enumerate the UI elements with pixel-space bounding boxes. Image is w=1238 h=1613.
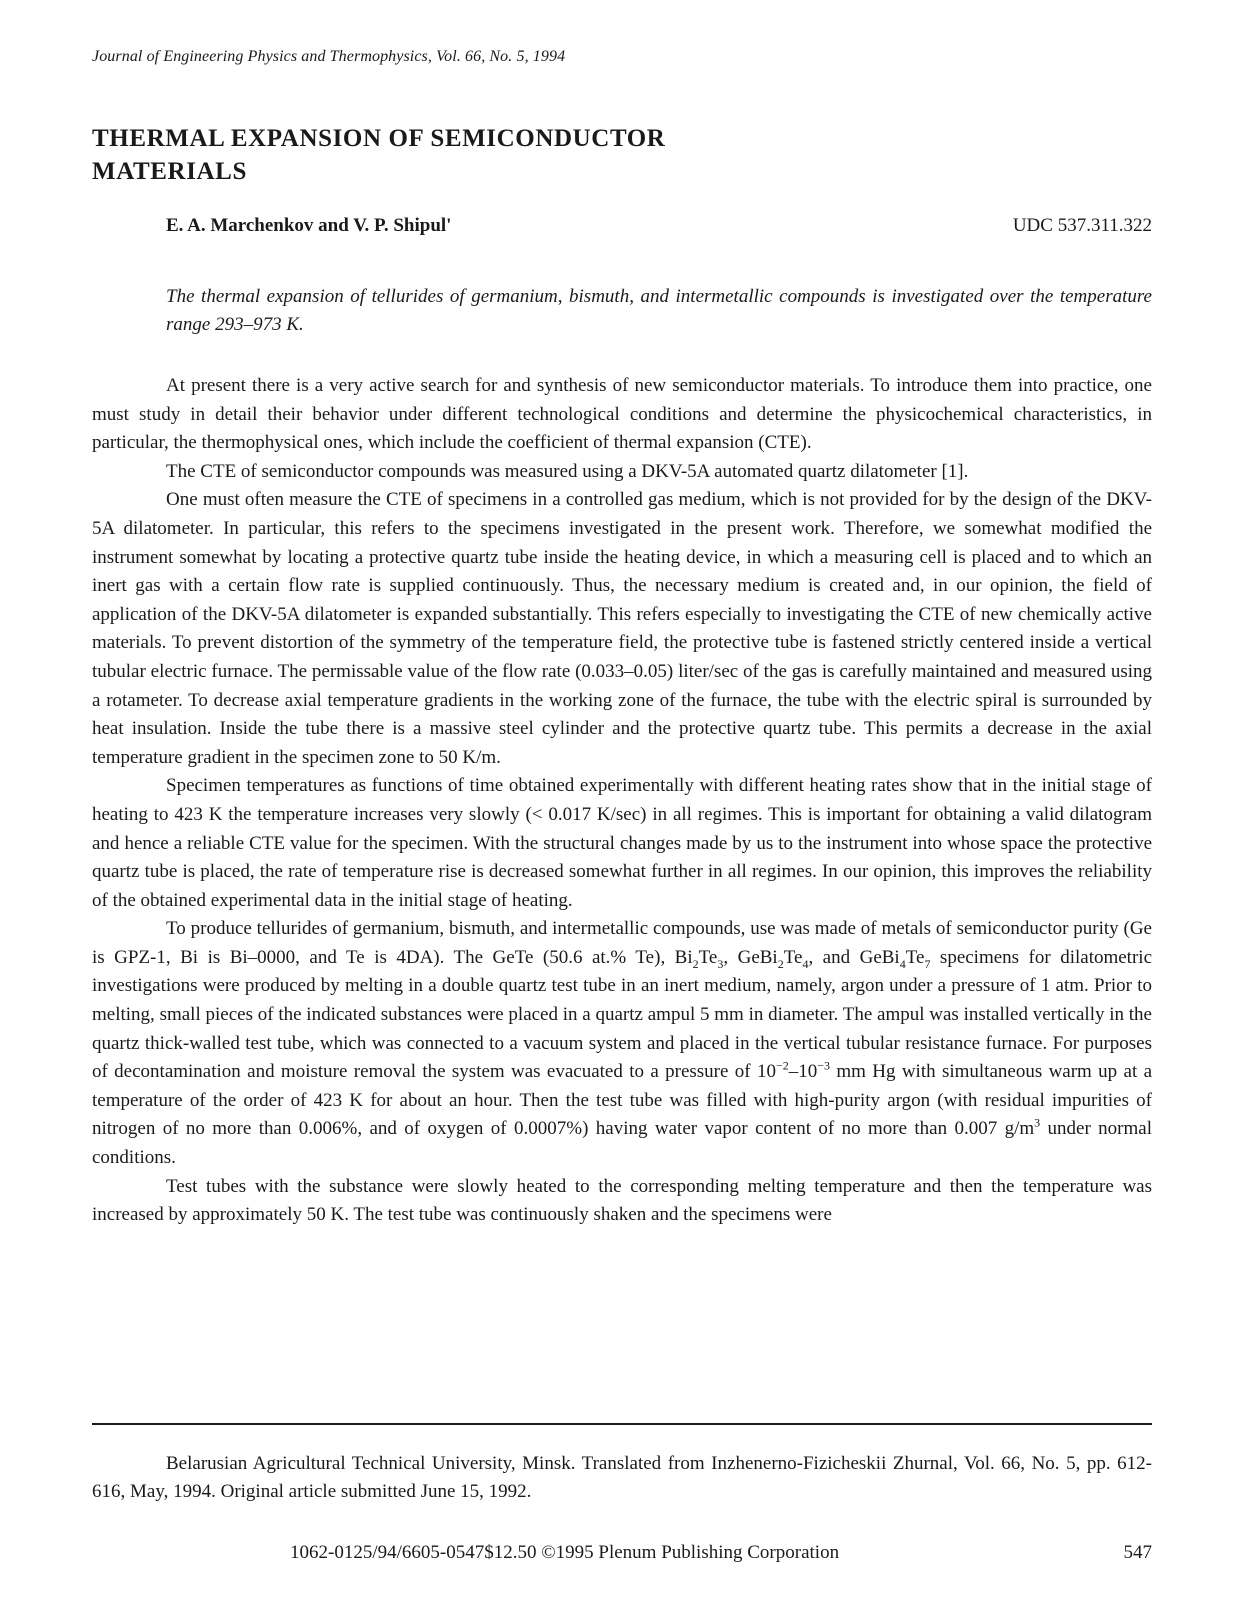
- body-paragraph-3: One must often measure the CTE of specimens in a controlled gas medium, which is not provided for by the design of the DKV-5A dilatometer. In particular, this refers to the specimens investigated in the present work. Therefore, we somewhat modified the instrument somewhat by locating a protective quartz tube inside the heating device, in which a measuring cell is placed and to which an inert gas with a certain flow rate is supplied continuously. Thus, the necessary medium is created and, in our opinion, the field of application of the DKV-5A dilatometer is expanded substantially. This refers especially to investigating the CTE of new chemically active materials. To prevent distortion of the symmetry of the temperature field, the protective tube is fastened strictly centered inside a vertical tubular electric furnace. The permissable value of the flow rate (0.033–0.05) liter/sec of the gas is carefully maintained and measured using a rotameter. To decrease axial temperature gradients in the working zone of the furnace, the tube with the electric spiral is surrounded by heat insulation. Inside the tube there is a massive steel cylinder and the protective quartz tube. This permits a decrease in the axial temperature gradient in the specimen zone to 50 K/m.: [92, 489, 1152, 768]
- article-body: [92, 372, 1152, 1230]
- article-title: [92, 122, 852, 188]
- page-number: 547: [1123, 1542, 1152, 1563]
- body-paragraph-4: Specimen temperatures as functions of time obtained experimentally with different heating rates show that in the initial stage of heating to 423 K the temperature increases very slowly (< 0.017 K/sec) in all regimes. This is important for obtaining a valid dilatogram and hence a reliable CTE value for the specimen. With the structural changes made by us to the instrument into whose space the protective quartz tube is placed, the rate of temperature rise is decreased somewhat further in all regimes. In our opinion, this improves the reliability of the obtained experimental data in the initial stage of heating.: [92, 775, 1152, 911]
- title-line-1: THERMAL EXPANSION OF SEMICONDUCTOR: [92, 125, 666, 152]
- body-paragraph-1: At present there is a very active search for and synthesis of new semiconductor materials. To introduce them into practice, one must study in detail their behavior under different technological conditions and determine the physicochemical characteristics, in particular, the thermophysical ones, which include the coefficient of thermal expansion (CTE).: [92, 375, 1152, 454]
- body-paragraph-6: Test tubes with the substance were slowly heated to the corresponding melting temperature and then the temperature was increased by approximately 50 K. The test tube was continuously shaken and the specimens were: [92, 1175, 1152, 1226]
- title-line-2: MATERIALS: [92, 158, 247, 185]
- abstract: The thermal expansion of tellurides of germanium, bismuth, and intermetallic compounds is investigated over the temperature range 293–973 K.: [166, 286, 1152, 335]
- body-paragraph-2: The CTE of semiconductor compounds was measured using a DKV-5A automated quartz dilatometer [1].: [166, 460, 969, 482]
- journal-header: Journal of Engineering Physics and Thermophysics, Vol. 66, No. 5, 1994: [92, 48, 566, 65]
- authors: E. A. Marchenkov and V. P. Shipul': [166, 215, 452, 236]
- body-paragraph-5: To produce tellurides of germanium, bismuth, and intermetallic compounds, use was made of metals of semiconductor purity (Ge is GPZ-1, Bi is Bi–0000, and Te is 4DA). The GeTe (50.6 at.% Te), $Bi_2Te_3$, $GeBi_2Te_4$, and $GeBi_4Te_7$ specimens for dilatometric investigations were produced by melting in a double quartz test tube in an inert medium, namely, argon under a pressure of 1 atm. Prior to melting, small pieces of the indicated substances were placed in a quartz ampul 5 mm in diameter. The ampul was installed vertically in the quartz thick-walled test tube, which was connected to a vacuum system and placed in the vertical tubular resistance furnace. For purposes of decontamination and moisture removal the system was evacuated to a pressure of $10^{-2}-10^{-3}$ mm Hg with simultaneous warm up at a temperature of the order of 423 K for about an hour. Then the test tube was filled with high-purity argon (with residual impurities of nitrogen of no more than 0.006%, and of oxygen of 0.0007%) having water vapor content of no more than 0.007 $g/m^3$ under normal conditions.: [92, 918, 1153, 1169]
- publication-info: 1062-0125/94/6605-0547$12.50 ©1995 Plenum Publishing Corporation: [290, 1542, 840, 1563]
- footnote-divider: [92, 1423, 1152, 1425]
- udc-code: UDC 537.311.322: [1012, 215, 1152, 236]
- affiliation-footnote: Belarusian Agricultural Technical University, Minsk. Translated from Inzhenerno-Fizicheskii Zhurnal, Vol. 66, No. 5, pp. 612-616, May, 1994. Original article submitted June 15, 1992.: [92, 1453, 1152, 1502]
